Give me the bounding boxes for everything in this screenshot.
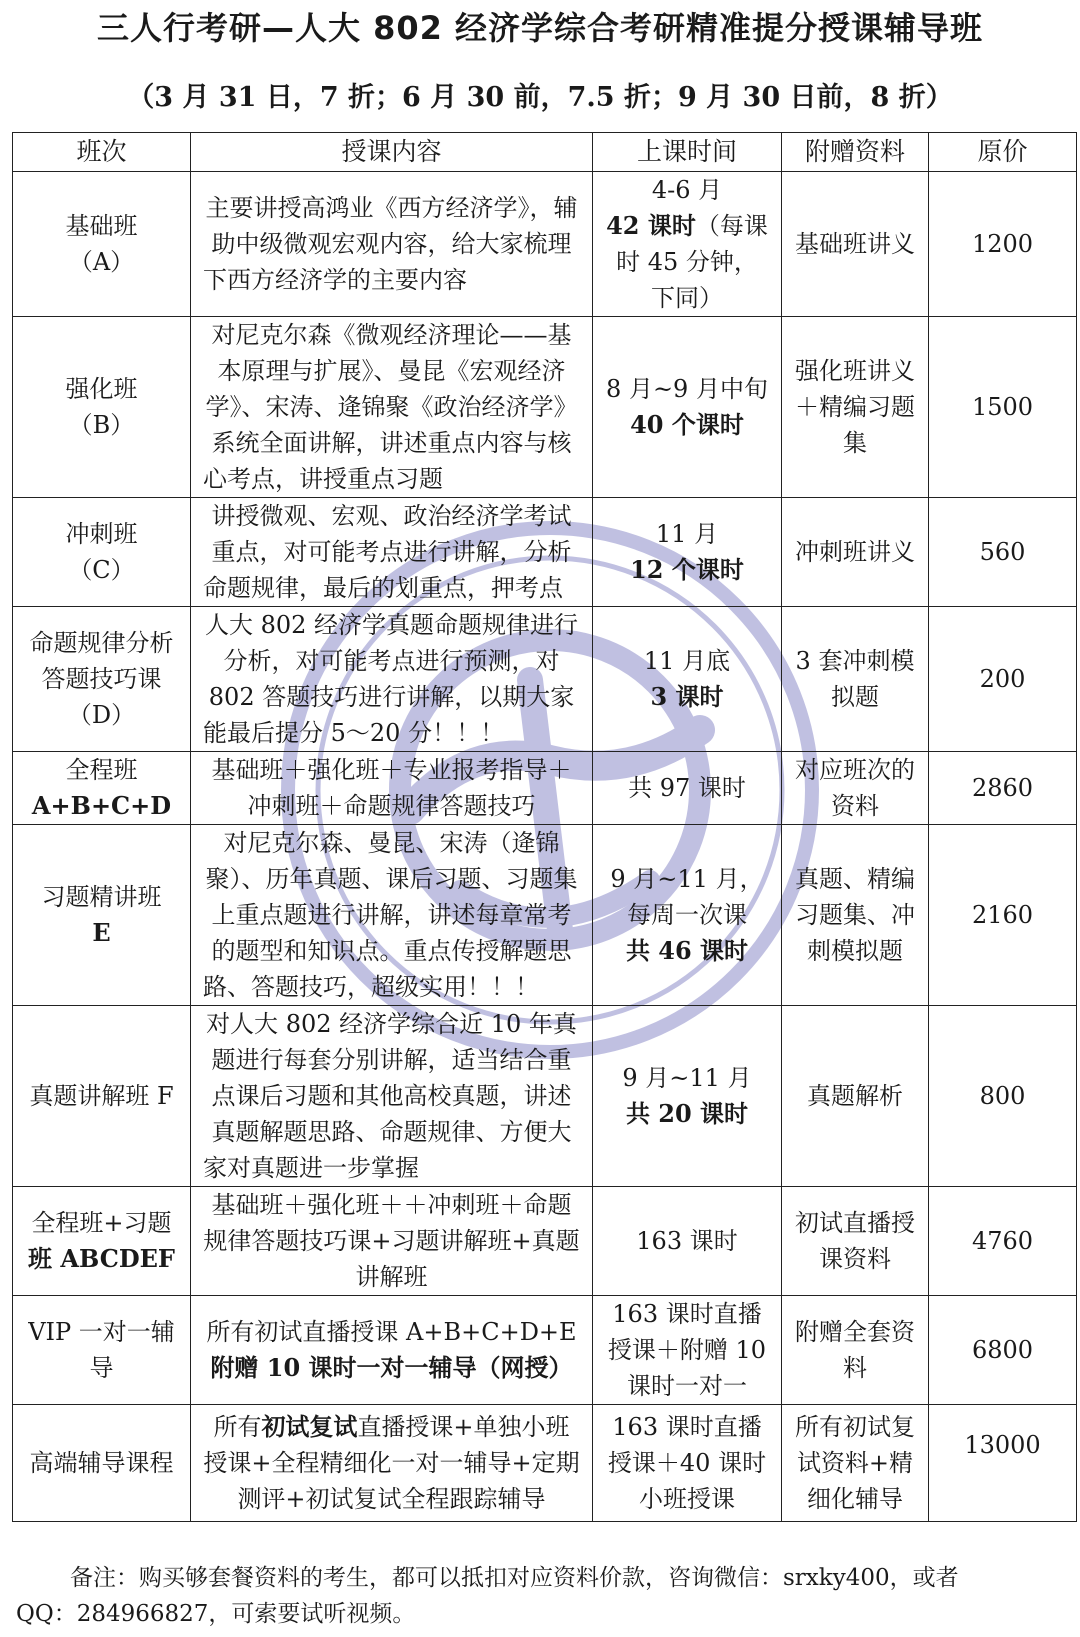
price: 1500	[929, 317, 1077, 498]
price: 2860	[929, 752, 1077, 825]
class-name: 高端辅导课程	[13, 1405, 191, 1522]
course-content: 主要讲授高鸿业《西方经济学》，辅助中级微观宏观内容，给大家梳理下西方经济学的主要内容	[191, 172, 593, 317]
course-content: 人大 802 经济学真题命题规律进行分析，对可能考点进行预测，对 802 答题技巧进行讲解，以期大家能最后提分 5～20 分！！！	[191, 607, 593, 752]
class-name: 全程班 A+B+C+D	[13, 752, 191, 825]
class-time: 9 月~11 月 共 20 课时	[593, 1006, 782, 1187]
table-row	[13, 1006, 1077, 1187]
table-row	[13, 607, 1077, 752]
bonus-material: 初试直播授课资料	[782, 1187, 929, 1296]
table-row	[13, 1296, 1077, 1405]
table-row	[13, 317, 1077, 498]
discount-subtitle: （3 月 31 日，7 折；6 月 30 前，7.5 折；9 月 30 日前，8 折）	[127, 82, 953, 113]
bonus-material: 基础班讲义	[782, 172, 929, 317]
bonus-material: 附赠全套资料	[782, 1296, 929, 1405]
header-content: 授课内容	[191, 133, 593, 172]
price: 1200	[929, 172, 1077, 317]
course-content: 对尼克尔森《微观经济理论——基本原理与扩展》、曼昆《宏观经济学》、宋涛、逄锦聚《政治经济学》系统全面讲解，讲述重点内容与核心考点，讲授重点习题	[191, 317, 593, 498]
price: 200	[929, 607, 1077, 752]
table-row	[13, 1187, 1077, 1296]
bonus-material: 强化班讲义＋精编习题集	[782, 317, 929, 498]
class-time: 9 月~11 月，每周一次课 共 46 课时	[593, 825, 782, 1006]
table-row	[13, 825, 1077, 1006]
course-price-table	[12, 132, 1077, 1522]
table-row	[13, 1405, 1077, 1522]
table-row	[13, 752, 1077, 825]
table-header-row	[13, 133, 1077, 172]
course-content: 对人大 802 经济学综合近 10 年真题进行每套分别讲解，适当结合重点课后习题和其他高校真题，讲述真题解题思路、命题规律、方便大家对真题进一步掌握	[191, 1006, 593, 1187]
bonus-material: 真题解析	[782, 1006, 929, 1187]
class-time: 共 97 课时	[593, 752, 782, 825]
course-content: 基础班＋强化班＋＋冲刺班＋命题规律答题技巧课+习题讲解班+真题讲解班	[191, 1187, 593, 1296]
footnote	[16, 1560, 1068, 1636]
class-name: 冲刺班 （C）	[13, 498, 191, 607]
bonus-material: 对应班次的资料	[782, 752, 929, 825]
class-name: 基础班 （A）	[13, 172, 191, 317]
header-class: 班次	[13, 133, 191, 172]
header-price: 原价	[929, 133, 1077, 172]
class-name: VIP 一对一辅 导	[13, 1296, 191, 1405]
course-content: 所有初试直播授课 A+B+C+D+E 附赠 10 课时一对一辅导（网授）	[191, 1296, 593, 1405]
bonus-material: 3 套冲刺模拟题	[782, 607, 929, 752]
table-row	[13, 172, 1077, 317]
bonus-material: 所有初试复试资料+精细化辅导	[782, 1405, 929, 1522]
class-name: 命题规律分析 答题技巧课 （D）	[13, 607, 191, 752]
course-content: 所有初试复试直播授课+单独小班授课+全程精细化一对一辅导+定期测评+初试复试全程跟踪辅导	[191, 1405, 593, 1522]
header-time: 上课时间	[593, 133, 782, 172]
class-time: 163 课时直播授课＋附赠 10 课时一对一	[593, 1296, 782, 1405]
class-name: 全程班+习题 班 ABCDEF	[13, 1187, 191, 1296]
class-name: 习题精讲班 E	[13, 825, 191, 1006]
footnote-line-2: QQ：284966827，可索要试听视频。	[16, 1601, 416, 1627]
course-content: 基础班＋强化班＋专业报考指导＋冲刺班＋命题规律答题技巧	[191, 752, 593, 825]
class-name: 真题讲解班 F	[13, 1006, 191, 1187]
class-time: 163 课时	[593, 1187, 782, 1296]
price: 4760	[929, 1187, 1077, 1296]
price: 560	[929, 498, 1077, 607]
class-time: 4-6 月 42 课时（每课时 45 分钟，下同）	[593, 172, 782, 317]
bonus-material: 冲刺班讲义	[782, 498, 929, 607]
page-title: 三人行考研—人大 802 经济学综合考研精准提分授课辅导班	[96, 9, 984, 47]
class-time: 8 月~9 月中旬 40 个课时	[593, 317, 782, 498]
price: 6800	[929, 1296, 1077, 1405]
price: 2160	[929, 825, 1077, 1006]
class-time: 11 月 12 个课时	[593, 498, 782, 607]
bonus-material: 真题、精编习题集、冲刺模拟题	[782, 825, 929, 1006]
table-row	[13, 498, 1077, 607]
class-time: 163 课时直播授课＋40 课时小班授课	[593, 1405, 782, 1522]
class-name: 强化班 （B）	[13, 317, 191, 498]
footnote-line-1: 备注：购买够套餐资料的考生，都可以抵扣对应资料价款，咨询微信：srxky400，或者	[70, 1565, 959, 1591]
price: 800	[929, 1006, 1077, 1187]
course-content: 对尼克尔森、曼昆、宋涛（逄锦聚）、历年真题、课后习题、习题集上重点题进行讲解，讲述每章常考的题型和知识点。重点传授解题思路、答题技巧，超级实用！！！	[191, 825, 593, 1006]
price: 13000	[929, 1405, 1077, 1522]
header-material: 附赠资料	[782, 133, 929, 172]
course-content: 讲授微观、宏观、政治经济学考试重点，对可能考点进行讲解，分析命题规律，最后的划重点，押考点	[191, 498, 593, 607]
class-time: 11 月底 3 课时	[593, 607, 782, 752]
